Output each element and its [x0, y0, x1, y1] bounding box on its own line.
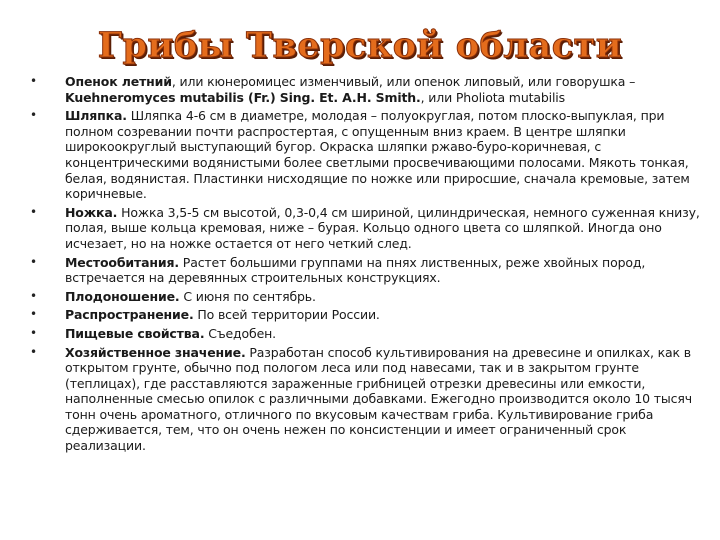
list-item-fruiting — [30, 289, 702, 305]
list-item-edibility — [30, 326, 702, 342]
bullet-icon: • — [30, 254, 37, 269]
bullet-list — [30, 74, 702, 457]
item-text: Ножка 3,5-5 см высотой, 0,3-0,4 см шириной, цилиндрическая, немного суженная книзу, полая, выше кольца кремовая, ниже – бурая. Кольцо одного цвета со шляпкой. Иногда оно исчезает, но на ножке остается от него четкий след. — [65, 204, 700, 251]
item-tail: , или Pholiota mutabilis — [420, 89, 565, 105]
bullet-icon: • — [30, 288, 37, 303]
list-item-cap — [30, 108, 702, 202]
list-item-name — [30, 74, 702, 105]
item-text: С июня по сентябрь. — [179, 288, 316, 304]
list-item-economic-value — [30, 345, 702, 454]
item-term: Шляпка. — [65, 108, 127, 124]
item-text: , или кюнеромицес изменчивый, или опенок липовый, или говорушка – — [171, 74, 636, 89]
item-term: Распространение. — [65, 307, 194, 323]
bullet-icon: • — [30, 204, 37, 219]
item-text: Растет большими группами на пнях лиственных, реже хвойных пород, встречается на деревянных строительных конструкциях. — [65, 254, 646, 286]
bullet-icon: • — [30, 344, 37, 359]
item-term: Пищевые свойства. — [65, 325, 205, 341]
item-text: Съедобен. — [204, 325, 276, 341]
bullet-icon: • — [30, 325, 37, 340]
item-term: Опенок летний — [65, 74, 172, 89]
bullet-icon: • — [30, 108, 37, 123]
list-item-habitat — [30, 255, 702, 286]
item-text: Шляпка 4-6 см в диаметре, молодая – полуокруглая, потом плоско-выпуклая, при полном созревании почти распростертая, с опущенным вниз краем. В центре шляпки широкоокруглый выступающий бугор. Окраска шляпки ржаво-буро-коричневая, с концентрическими водянистыми более светлыми просвечивающими полосами. Мякоть тонкая, белая, водянистая. Пластинки нисходящие по ножке или приросшие, сначала кремовые, затем коричневые. — [65, 108, 690, 202]
item-text: Разработан способ культивирования на древесине и опилках, как в открытом грунте, обычно под пологом леса или под навесами, так и в закрытом грунте (теплицах), где расставляются зараженные грибницей отрезки древесины или емкости, наполненные смесью опилок с различными добавками. Ежегодно производится около 10 тысяч тонн очень ароматного, отличного по вкусовым качествам гриба. Культивирование гриба сдерживается, тем, что он очень нежен по консистенции и имеет ограниченный срок реализации. — [65, 344, 692, 454]
list-item-stem — [30, 205, 702, 252]
list-item-distribution — [30, 307, 702, 323]
item-term: Ножка. — [65, 204, 118, 220]
slide-title: Грибы Тверской области — [97, 25, 623, 66]
item-term: Местообитания. — [65, 254, 179, 270]
item-term: Хозяйственное значение. — [65, 344, 246, 360]
item-text: По всей территории России. — [193, 307, 380, 323]
bullet-icon: • — [30, 307, 37, 322]
item-term: Плодоношение. — [65, 288, 180, 304]
item-latin-name: Kuehneromyces mutabilis (Fr.) Sing. Et. A.H. Smith. — [65, 89, 421, 105]
bullet-icon: • — [30, 74, 37, 88]
